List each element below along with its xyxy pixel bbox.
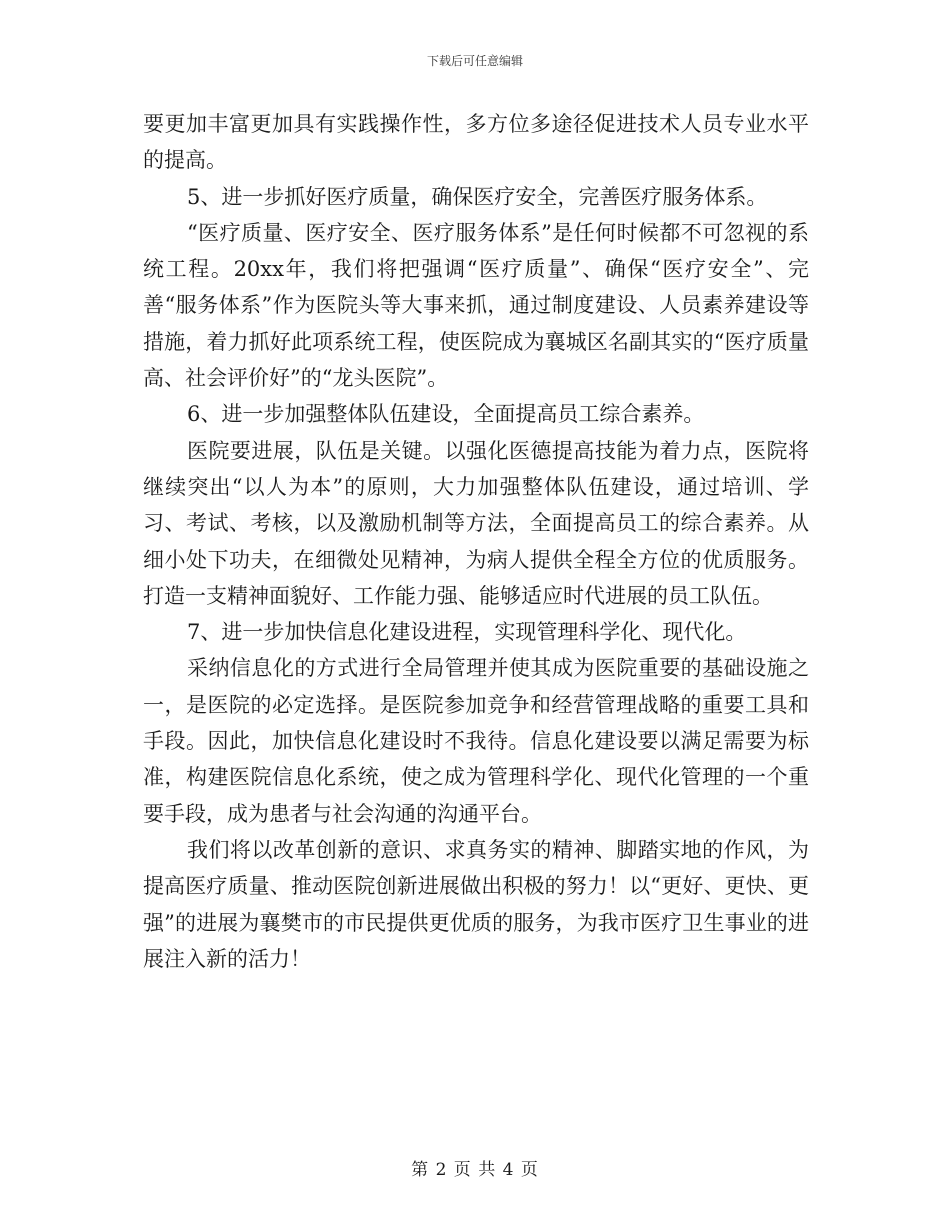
paragraph-conclusion: 我们将以改革创新的意识、求真务实的精神、脚踏实地的作风，为提高医疗质量、推动医院创新进展做出积极的努力！以“更好、更快、更强”的进展为襄樊市的市民提供更优质的服务，为我市医疗卫生事业的进展注入新的活力！	[143, 837, 809, 971]
section-heading-5: 5、进一步抓好医疗质量，确保医疗安全，完善医疗服务体系。	[187, 184, 768, 209]
section-heading-6: 6、进一步加强整体队伍建设，全面提高员工综合素养。	[187, 402, 705, 427]
page-footer: 第 2 页 共 4 页	[411, 1160, 539, 1180]
paragraph-medical-quality: “医疗质量、医疗安全、医疗服务体系”是任何时候都不可忽视的系统工程。20xx年，我们将把强调“医疗质量”、确保“医疗安全”、完善“服务体系”作为医院头等大事来抓，通过制度建设、人员素养建设等措施，着力抓好此项系统工程，使医院成为襄城区名副其实的“医疗质量高、社会评价好”的“龙头医院”。	[143, 220, 809, 391]
paragraph-team-building: 医院要进展，队伍是关键。以强化医德提高技能为着力点，医院将继续突出“以人为本”的原则，大力加强整体队伍建设，通过培训、学习、考试、考核，以及激励机制等方法，全面提高员工的综合素养。从细小处下功夫，在细微处见精神，为病人提供全程全方位的优质服务。打造一支精神面貌好、工作能力强、能够适应时代进展的员工队伍。	[143, 438, 809, 608]
document-body	[143, 106, 809, 977]
section-heading-7: 7、进一步加快信息化建设进程，实现管理科学化、现代化。	[187, 620, 747, 645]
page-header: 下载后可任意编辑	[426, 54, 523, 68]
paragraph-1: 要更加丰富更加具有实践操作性，多方位多途径促进技术人员专业水平的提高。	[143, 112, 809, 173]
paragraph-informatization: 采纳信息化的方式进行全局管理并使其成为医院重要的基础设施之一，是医院的必定选择。是医院参加竞争和经营管理战略的重要工具和手段。因此，加快信息化建设时不我待。信息化建设要以满足需要为标准，构建医院信息化系统，使之成为管理科学化、现代化管理的一个重要手段，成为患者与社会沟通的沟通平台。	[143, 656, 809, 826]
